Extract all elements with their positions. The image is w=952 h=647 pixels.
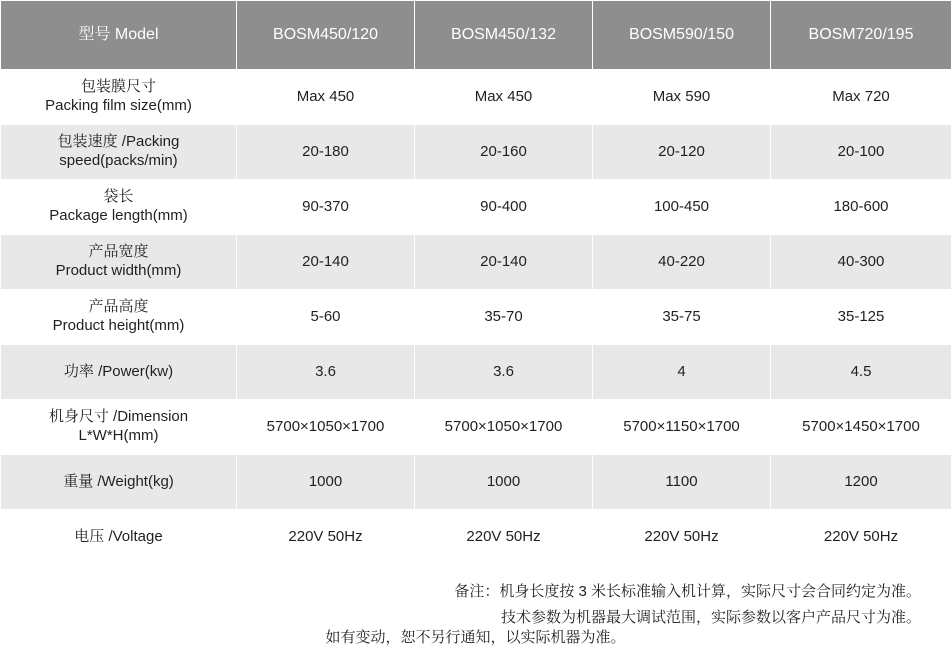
table-row	[1, 345, 952, 400]
cell-value: 180-600	[771, 180, 952, 235]
column-header-bosm450-132: BOSM450/132	[415, 1, 593, 70]
row-label-en: Package length(mm)	[49, 207, 188, 224]
row-label-dimension	[1, 400, 237, 455]
row-label-en: Product width(mm)	[55, 262, 182, 279]
cell-value: 5700×1450×1700	[771, 400, 952, 455]
row-label-product-height	[1, 290, 237, 345]
cell-value: 1100	[593, 455, 771, 510]
cell-value: 5700×1050×1700	[415, 400, 593, 455]
column-header-bosm720-195: BOSM720/195	[771, 1, 952, 70]
cell-value: 35-125	[771, 290, 952, 345]
table-row	[1, 510, 952, 565]
cell-value: Max 590	[593, 70, 771, 125]
row-label-en: L*W*H(mm)	[78, 427, 159, 444]
row-label-voltage: 电压 /Voltage	[1, 510, 237, 565]
cell-value: 20-100	[771, 125, 952, 180]
cell-value: 5-60	[237, 290, 415, 345]
cell-value: 3.6	[415, 345, 593, 400]
row-label-en: speed(packs/min)	[59, 152, 178, 169]
cell-value: 20-140	[415, 235, 593, 290]
cell-value: 4.5	[771, 345, 952, 400]
cell-value: 220V 50Hz	[771, 510, 952, 565]
note-line-3-clipped: 如有变动，恕不另行通知，以实际机器为准。	[325, 629, 626, 646]
cell-value: 20-160	[415, 125, 593, 180]
table-row	[1, 235, 952, 290]
cell-value: 3.6	[237, 345, 415, 400]
cell-value: 40-300	[771, 235, 952, 290]
cell-value: Max 450	[237, 70, 415, 125]
cell-value: 35-75	[593, 290, 771, 345]
table-header	[1, 1, 952, 70]
row-label-packing-speed	[1, 125, 237, 180]
row-label-cn: 袋长	[103, 188, 134, 206]
column-header-bosm590-150: BOSM590/150	[593, 1, 771, 70]
cell-value: 1000	[415, 455, 593, 510]
cell-value: 35-70	[415, 290, 593, 345]
cell-value: 1200	[771, 455, 952, 510]
table-row	[1, 290, 952, 345]
cell-value: 4	[593, 345, 771, 400]
row-label-cn: 包装速度 /Packing	[57, 133, 180, 151]
cell-value: 5700×1050×1700	[237, 400, 415, 455]
cell-value: 220V 50Hz	[237, 510, 415, 565]
table-row	[1, 455, 952, 510]
row-label-en: Packing film size(mm)	[45, 97, 192, 114]
table-header-row	[1, 1, 952, 70]
table-row	[1, 180, 952, 235]
cell-value: 100-450	[593, 180, 771, 235]
cell-value: 90-400	[415, 180, 593, 235]
row-label-product-width	[1, 235, 237, 290]
row-label-packing-film-size	[1, 70, 237, 125]
cell-value: Max 450	[415, 70, 593, 125]
cell-value: 40-220	[593, 235, 771, 290]
cell-value: 220V 50Hz	[593, 510, 771, 565]
column-header-bosm450-120: BOSM450/120	[237, 1, 415, 70]
row-label-cn: 包装膜尺寸	[80, 78, 156, 96]
row-label-cn: 机身尺寸 /Dimension	[48, 408, 189, 426]
note-line-2: 技术参数为机器最大调试范围，实际参数以客户产品尺寸为准。	[500, 609, 921, 627]
cell-value: 1000	[237, 455, 415, 510]
cell-value: 220V 50Hz	[415, 510, 593, 565]
cell-value: 20-140	[237, 235, 415, 290]
cell-value: 20-180	[237, 125, 415, 180]
row-label-cn: 产品宽度	[88, 243, 149, 261]
column-header-model: 型号 Model	[1, 1, 237, 70]
note-line-1: 备注：机身长度按 3 米长标准输入机计算，实际尺寸会合同约定为准。	[454, 583, 921, 600]
cell-value: Max 720	[771, 70, 952, 125]
row-label-en: Product height(mm)	[52, 317, 185, 334]
table-row	[1, 400, 952, 455]
table-body	[1, 70, 952, 565]
table-row	[1, 125, 952, 180]
cell-value: 20-120	[593, 125, 771, 180]
cell-value: 5700×1150×1700	[593, 400, 771, 455]
row-label-weight: 重量 /Weight(kg)	[1, 455, 237, 510]
row-label-package-length	[1, 180, 237, 235]
table-row	[1, 70, 952, 125]
row-label-power: 功率 /Power(kw)	[1, 345, 237, 400]
cell-value: 90-370	[237, 180, 415, 235]
row-label-cn: 产品高度	[88, 298, 149, 316]
